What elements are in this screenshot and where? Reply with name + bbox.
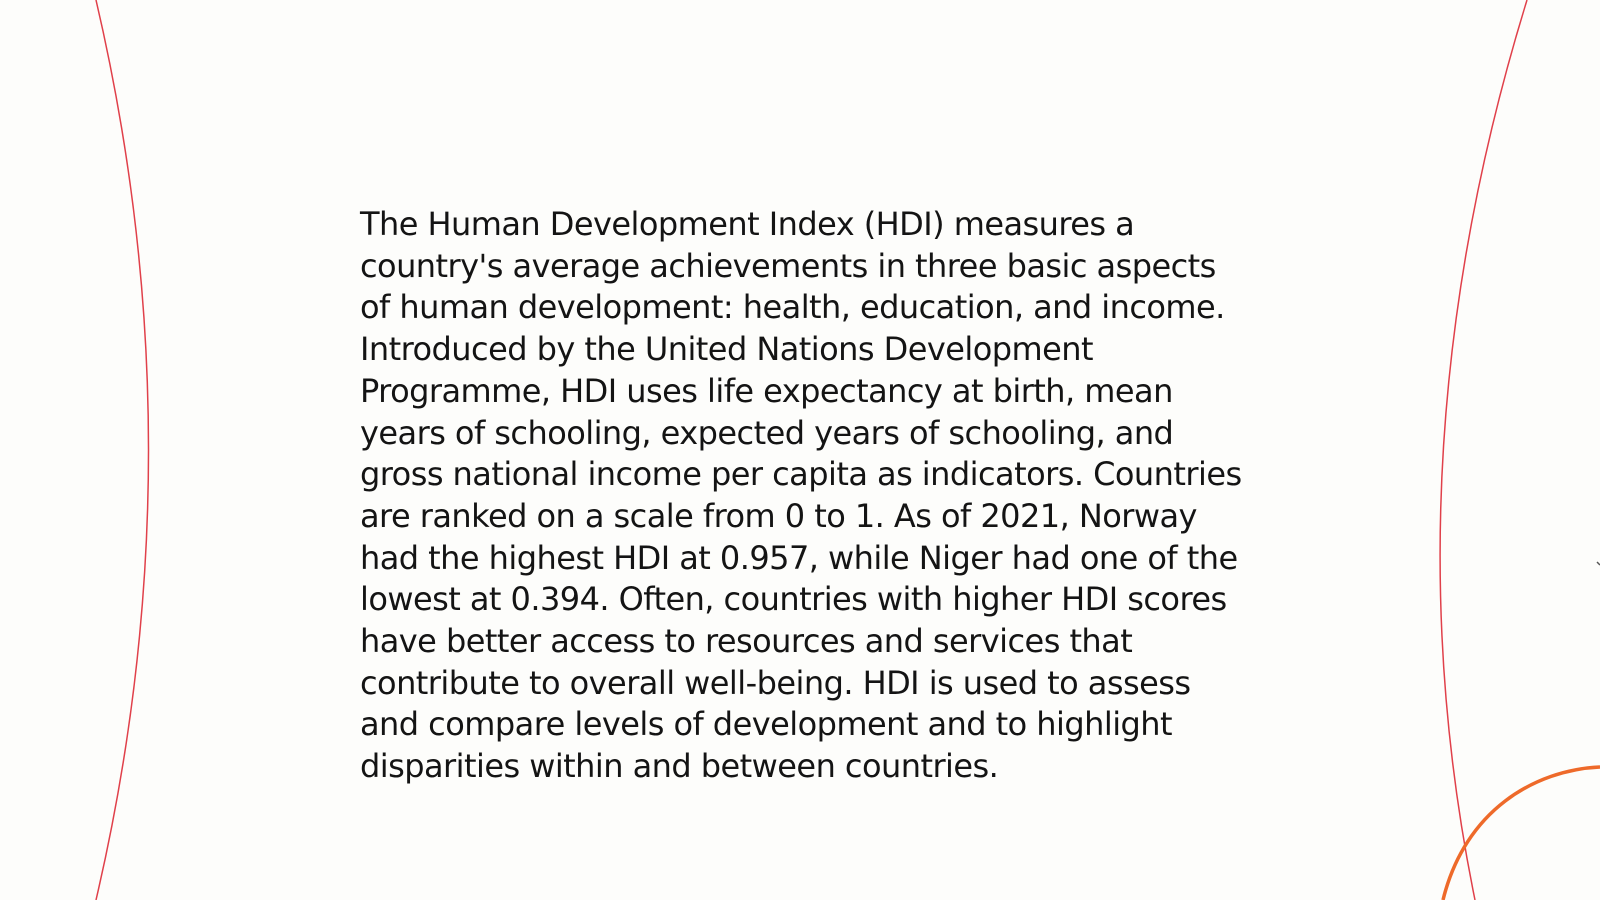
- left-curve-line: [96, 0, 149, 900]
- body-paragraph: The Human Development Index (HDI) measures a country's average achievements in three basic aspects of human development: health, education, and income. Introduced by the United Nations Development Programme, HDI uses life expectancy at birth, mean years of schooling, expected years of schooling, and gross national income per capita as indicators. Countries are ranked on a scale from 0 to 1. As of 2021, Norway had the highest HDI at 0.957, while Niger had one of the lowest at 0.394. Often, countries with higher HDI scores have better access to resources and services that contribute to overall well-being. HDI is used to assess and compare levels of development and to highlight disparities within and between countries.: [360, 205, 1242, 786]
- orange-arc: [1443, 767, 1600, 900]
- right-curve-line: [1440, 0, 1527, 900]
